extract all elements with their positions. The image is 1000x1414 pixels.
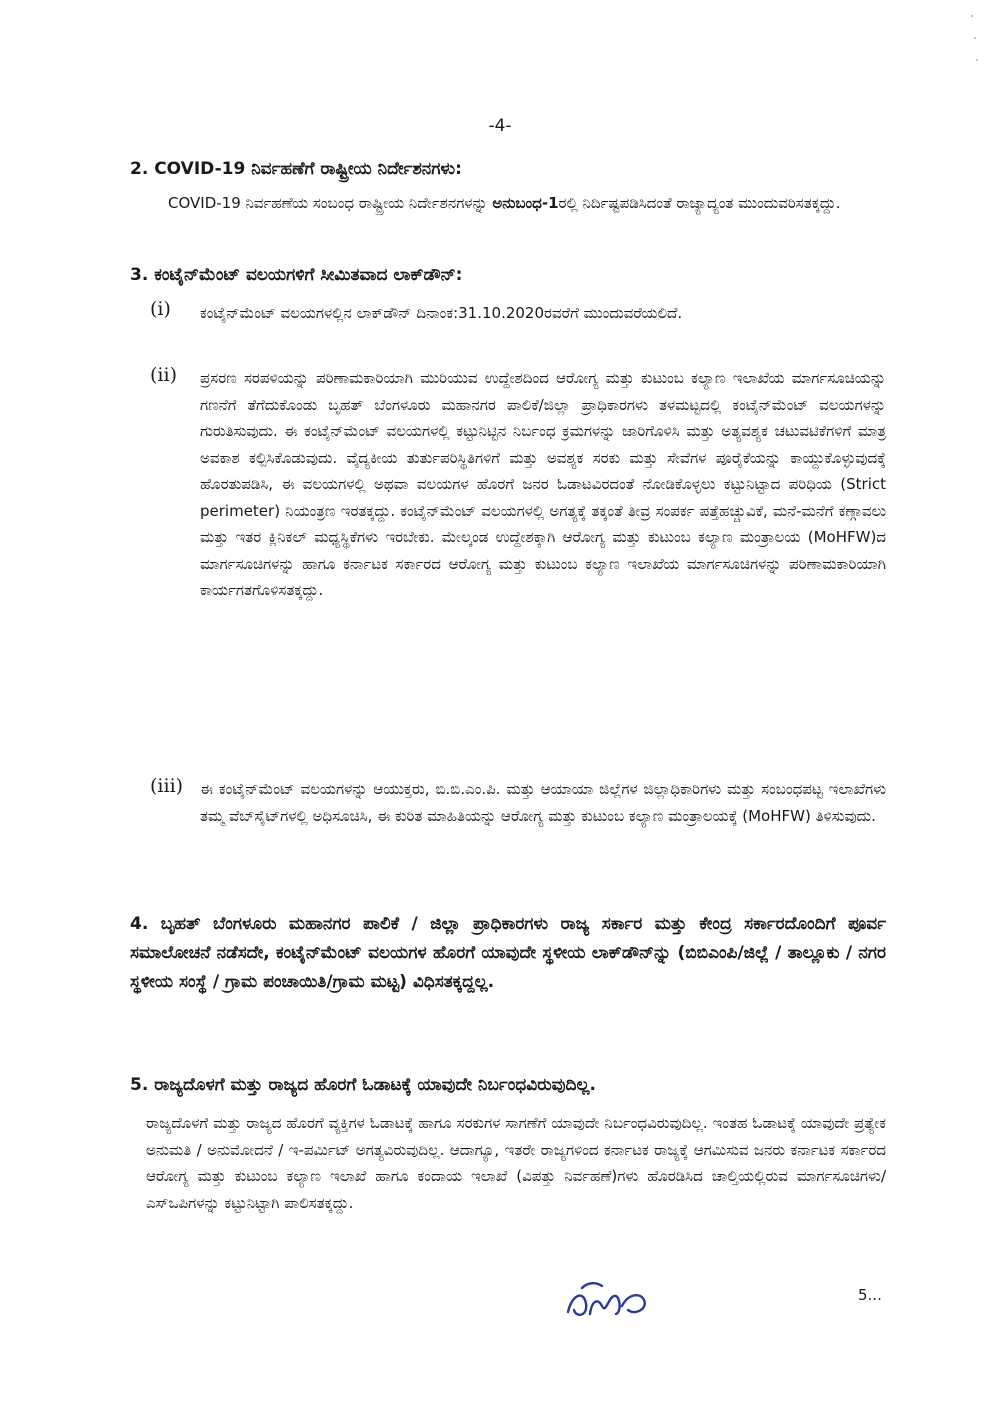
item-iii-text: ಈ ಕಂಟೈನ್‌ಮೆಂಟ್ ವಲಯಗಳನ್ನು ಆಯುಕ್ತರು, ಬಿ.ಬಿ.ಎಂ.ಪಿ. ಮತ್ತು ಆಯಾಯಾ ಜಿಲ್ಲೆಗಳ ಜಿಲ್ಲಾಧಿಕಾರಿಗಳು ಮತ್ತು ಸಂಬಂಧಪಟ್ಟ ಇಲಾಖೆಗಳು ತಮ್ಮ ವೆಬ್‌ಸೈಟ್‌ಗಳಲ್ಲಿ ಅಧಿಸೂಚಿಸಿ, ಈ ಕುರಿತ ಮಾಹಿತಿಯನ್ನು ಆರೋಗ್ಯ ಮತ್ತು ಕುಟುಂಬ ಕಲ್ಯಾಣ ಮಂತ್ರಾಲಯಕ್ಕೆ (MoHFW) ತಿಳಿಸುವುದು. (200, 780, 886, 825)
signature-mark (562, 1276, 652, 1324)
section-2-text-after: ರಲ್ಲಿ ನಿರ್ದಿಷ್ಟಪಡಿಸಿದಂತೆ ರಾಜ್ಯಾದ್ಯಂತ ಮುಂದುವರಿಸತಕ್ಕದ್ದು. (558, 194, 841, 212)
next-page-indicator: 5... (858, 1286, 882, 1304)
item-ii-text: ಪ್ರಸರಣ ಸರಪಳಿಯನ್ನು ಪರಿಣಾಮಕಾರಿಯಾಗಿ ಮುರಿಯುವ ಉದ್ದೇಶದಿಂದ ಆರೋಗ್ಯ ಮತ್ತು ಕುಟುಂಬ ಕಲ್ಯಾಣ ಇಲಾಖೆಯ ಮಾರ್ಗಸೂಚಿಯನ್ನು ಗಣನೆಗೆ ತೆಗೆದುಕೊಂಡು ಬೃಹತ್ ಬೆಂಗಳೂರು ಮಹಾನಗರ ಪಾಲಿಕೆ/ಜಿಲ್ಲಾ ಪ್ರಾಧಿಕಾರಗಳು ತಳಮಟ್ಟದಲ್ಲಿ ಕಂಟೈನ್‌ಮೆಂಟ್ ವಲಯಗಳನ್ನು ಗುರುತಿಸುವುದು. ಈ ಕಂಟೈನ್‌ಮೆಂಟ್ ವಲಯಗಳಲ್ಲಿ ಕಟ್ಟುನಿಟ್ಟಿನ ನಿರ್ಬಂಧ ಕ್ರಮಗಳನ್ನು ಜಾರಿಗೊಳಿಸಿ ಮತ್ತು ಅತ್ಯವಶ್ಯಕ ಚಟುವಟಿಕೆಗಳಿಗೆ ಮಾತ್ರ ಅವಕಾಶ ಕಲ್ಪಿಸಿಕೊಡುವುದು. ವೈದ್ಯಕೀಯ ತುರ್ತುಪರಿಸ್ಥಿತಿಗಳಿಗೆ ಮತ್ತು ಅವಶ್ಯಕ ಸರಕು ಮತ್ತು ಸೇವೆಗಳ ಪೂರೈಕೆಯನ್ನು ಕಾಯ್ದುಕೊಳ್ಳುವುದಕ್ಕೆ ಹೊರತುಪಡಿಸಿ, ಈ ವಲಯಗಳಲ್ಲಿ ಅಥವಾ ವಲಯಗಳ ಹೊರಗೆ ಜನರ ಓಡಾಟವಿರದಂತೆ ನೋಡಿಕೊಳ್ಳಲು ಕಟ್ಟುನಿಟ್ಟಾದ ಪರಿಧಿಯ (Strict perimeter) ನಿಯಂತ್ರಣ ಇರತಕ್ಕದ್ದು. ಕಂಟೈನ್‌ಮೆಂಟ್ ವಲಯಗಳಲ್ಲಿ ಅಗತ್ಯಕ್ಕೆ ತಕ್ಕಂತೆ ತೀವ್ರ ಸಂಪರ್ಕ ಪತ್ತೆಹಚ್ಚುವಿಕೆ, ಮನೆ-ಮನೆಗೆ ಕಣ್ಗಾವಲು ಮತ್ತು ಇತರ ಕ್ಲಿನಿಕಲ್ ಮಧ್ಯಸ್ಥಿಕೆಗಳು ಇರಬೇಕು. ಮೇಲ್ಕಂಡ ಉದ್ದೇಶಕ್ಕಾಗಿ ಆರೋಗ್ಯ ಮತ್ತು ಕುಟುಂಬ ಕಲ್ಯಾಣ ಮಂತ್ರಾಲಯ (MoHFW)ದ ಮಾರ್ಗಸೂಚಿಗಳನ್ನು ಹಾಗೂ ಕರ್ನಾಟಕ ಸರ್ಕಾರದ ಆರೋಗ್ಯ ಮತ್ತು ಕುಟುಂಬ ಕಲ್ಯಾಣ ಇಲಾಖೆಯ ಮಾರ್ಗಸೂಚಿಗಳನ್ನು ಪರಿಣಾಮಕಾರಿಯಾಗಿ ಕಾರ್ಯಗತಗೊಳಿಸತಕ್ಕದ್ದು. (200, 369, 886, 599)
scan-artifact (968, 10, 982, 70)
section-2-heading: 2. COVID-19 ನಿರ್ವಹಣೆಗೆ ರಾಷ್ಟ್ರೀಯ ನಿರ್ದೇಶನಗಳು: (130, 159, 462, 179)
section-2-text-before: COVID-19 ನಿರ್ವಹಣೆಯ ಸಂಬಂಧ ರಾಷ್ಟ್ರೀಯ ನಿರ್ದೇಶನಗಳನ್ನು (168, 194, 493, 212)
item-i-number: (i) (150, 298, 171, 320)
item-iii-number: (iii) (150, 775, 184, 797)
section-2-paragraph (168, 190, 886, 217)
item-i-text: ಕಂಟೈನ್‌ಮೆಂಟ್ ವಲಯಗಳಲ್ಲಿನ ಲಾಕ್‌ಡೌನ್ ದಿನಾಂಕ:31.10.2020ರವರೆಗೆ ಮುಂದುವರೆಯಲಿದೆ. (200, 304, 683, 322)
annexure-reference: ಅನುಬಂಧ-1 (492, 194, 559, 212)
section-5-heading: 5. ರಾಜ್ಯದೊಳಗೆ ಮತ್ತು ರಾಜ್ಯದ ಹೊರಗೆ ಓಡಾಟಕ್ಕೆ ಯಾವುದೇ ನಿರ್ಬಂಧವಿರುವುದಿಲ್ಲ. (130, 1075, 596, 1095)
item-ii-number: (ii) (150, 364, 177, 386)
page-number: -4- (488, 116, 512, 136)
section-5-paragraph: ರಾಜ್ಯದೊಳಗೆ ಮತ್ತು ರಾಜ್ಯದ ಹೊರಗೆ ವ್ಯಕ್ತಿಗಳ ಓಡಾಟಕ್ಕೆ ಹಾಗೂ ಸರಕುಗಳ ಸಾಗಣೆಗೆ ಯಾವುದೇ ನಿರ್ಬಂಧವಿರುವುದಿಲ್ಲ. ಇಂತಹ ಓಡಾಟಕ್ಕೆ ಯಾವುದೇ ಪ್ರತ್ಯೇಕ ಅನುಮತಿ / ಅನುಮೋದನೆ / ಇ-ಪರ್ಮಿಟ್ ಅಗತ್ಯವಿರುವುದಿಲ್ಲ. ಆದಾಗ್ಯೂ, ಇತರೇ ರಾಜ್ಯಗಳಿಂದ ಕರ್ನಾಟಕ ರಾಜ್ಯಕ್ಕೆ ಆಗಮಿಸುವ ಜನರು ಕರ್ನಾಟಕ ಸರ್ಕಾರದ ಆರೋಗ್ಯ ಮತ್ತು ಕುಟುಂಬ ಕಲ್ಯಾಣ ಇಲಾಖೆ ಹಾಗೂ ಕಂದಾಯ ಇಲಾಖೆ (ವಿಪತ್ತು ನಿರ್ವಹಣೆ)ಗಳು ಹೊರಡಿಸಿದ ಚಾಲ್ತಿಯಲ್ಲಿರುವ ಮಾರ್ಗಸೂಚಿಗಳು/ಎಸ್‌ಒಪಿಗಳನ್ನು ಕಟ್ಟುನಿಟ್ಟಾಗಿ ಪಾಲಿಸತಕ್ಕದ್ದು. (146, 1114, 886, 1212)
section-4-paragraph: 4. ಬೃಹತ್ ಬೆಂಗಳೂರು ಮಹಾನಗರ ಪಾಲಿಕೆ / ಜಿಲ್ಲಾ ಪ್ರಾಧಿಕಾರಗಳು ರಾಜ್ಯ ಸರ್ಕಾರ ಮತ್ತು ಕೇಂದ್ರ ಸರ್ಕಾರದೊಂದಿಗೆ ಪೂರ್ವ ಸಮಾಲೋಚನೆ ನಡೆಸದೇ, ಕಂಟೈನ್‌ಮೆಂಟ್ ವಲಯಗಳ ಹೊರಗೆ ಯಾವುದೇ ಸ್ಥಳೀಯ ಲಾಕ್‌ಡೌನ್‌ನ್ನು (ಬಿಬಿಎಂಪಿ/ಜಿಲ್ಲೆ / ತಾಲ್ಲೂಕು / ನಗರ ಸ್ಥಳೀಯ ಸಂಸ್ಥೆ / ಗ್ರಾಮ ಪಂಚಾಯಿತಿ/ಗ್ರಾಮ ಮಟ್ಟ) ವಿಧಿಸತಕ್ಕದ್ದಲ್ಲ. (130, 914, 886, 992)
section-3-heading: 3. ಕಂಟೈನ್‌ಮೆಂಟ್ ವಲಯಗಳಿಗೆ ಸೀಮಿತವಾದ ಲಾಕ್‌ಡೌನ್: (130, 265, 463, 285)
